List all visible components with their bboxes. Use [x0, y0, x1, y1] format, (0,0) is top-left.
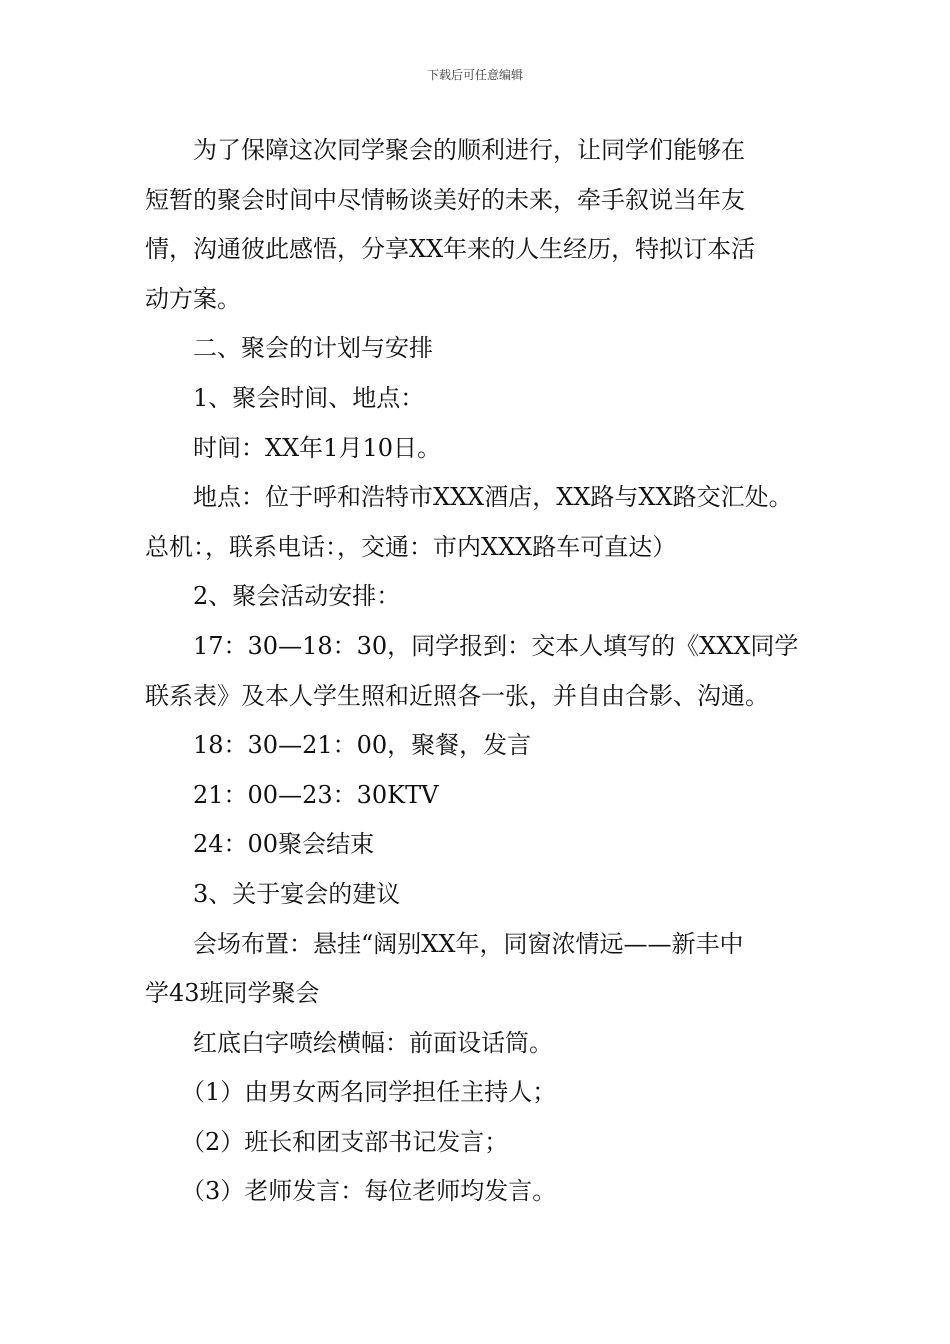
- body-line: 动方案。: [145, 284, 241, 313]
- body-line: 会场布置：悬挂“阔别XX年，同窗浓情远——新丰中: [145, 929, 744, 958]
- list-item: （1）由男女两名同学担任主持人；: [145, 1078, 557, 1107]
- list-item: （2）班长和团支部书记发言；: [145, 1127, 509, 1156]
- body-line: 总机：，联系电话：，交通：市内XXX路车可直达）: [145, 532, 677, 561]
- body-line: 情，沟通彼此感悟，分享XX年来的人生经历，特拟订本活: [145, 235, 756, 264]
- schedule-line: 18：30—21：00，聚餐，发言: [145, 731, 532, 760]
- header-note: 下载后可任意编辑: [426, 68, 523, 82]
- body-line: 17：30—18：30，同学报到：交本人填写的《XXX同学: [145, 631, 799, 660]
- section-heading: 二、聚会的计划与安排: [145, 334, 433, 363]
- body-line: 学43班同学聚会: [145, 979, 320, 1008]
- subsection-heading: 1、聚会时间、地点：: [145, 383, 425, 412]
- document-body: [145, 126, 825, 1217]
- subsection-heading: 3、关于宴会的建议: [145, 879, 401, 908]
- body-line: 联系表》及本人学生照和近照各一张，并自由合影、沟通。: [145, 681, 769, 710]
- subsection-heading: 2、聚会活动安排：: [145, 582, 401, 611]
- body-line: 为了保障这次同学聚会的顺利进行，让同学们能够在: [145, 136, 745, 164]
- list-item: （3）老师发言：每位老师均发言。: [145, 1177, 557, 1206]
- body-line: 红底白字喷绘横幅：前面设话筒。: [145, 1028, 553, 1057]
- body-line: 短暂的聚会时间中尽情畅谈美好的未来，牵手叙说当年友: [145, 185, 745, 214]
- body-line: 地点：位于呼和浩特市XXX酒店，XX路与XX路交汇处。: [145, 483, 793, 512]
- schedule-line: 21：00—23：30KTV: [145, 780, 439, 809]
- body-line: 时间：XX年1月10日。: [145, 433, 441, 462]
- schedule-line: 24：00聚会结束: [145, 830, 375, 859]
